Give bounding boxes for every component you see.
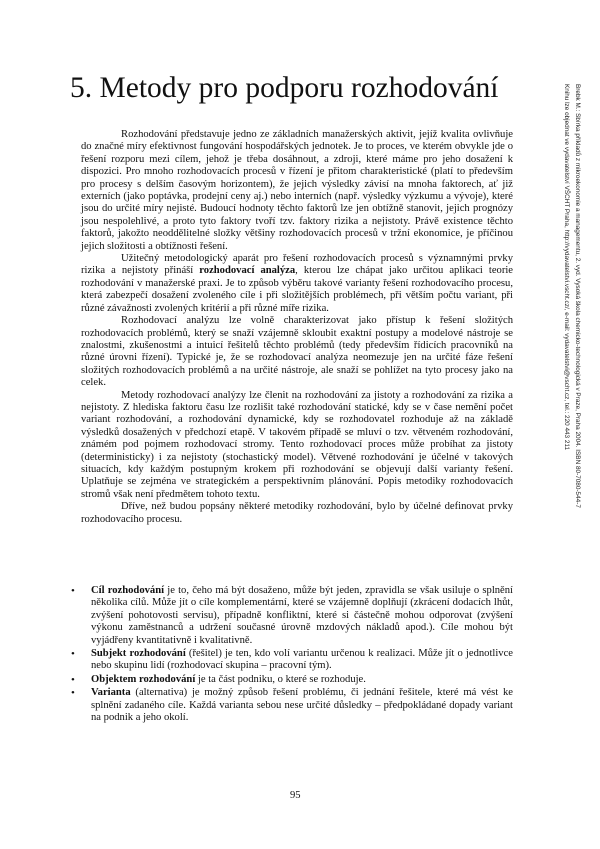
- definition-term: Varianta: [91, 687, 131, 699]
- definition-term: Objektem rozhodování: [91, 673, 196, 685]
- definition-term: Cíl rozhodování: [91, 585, 165, 596]
- definition-text: (alternativa) je možný způsob řešení problému, či jednání řešitele, které má vést ke splnění zadaného cíle. Každá varianta sebou nese určité důsledky – předpokládané dopady variant na podnik a jeho okolí.: [91, 687, 513, 724]
- citation-line-2: Knihu lze objednat ve vydavatelství VŠCHT Praha, http://vydavatelstvi.vscht.cz/, e-mail: vydavatelstvi@vscht.cz, tel.: 220 443 211: [563, 84, 570, 451]
- page-title: 5. Metody pro podporu rozhodování: [70, 72, 499, 104]
- definitions-list: [71, 585, 513, 725]
- definition-text: je to, čeho má být dosaženo, může být jeden, zpravidla se však usiluje o splnění několika cílů. Může jít o cíle komplementární, které se vzájemně doplňují (zkrácení dodacích lhůt, zvýšení pohotovosti servisu), případně konfliktní, které si částečně mohou odporovat (zvýšení výkonu zaměstnanců a udržení současné úrovně mzdových nákladů apod.). Cíle mohou být vyjádřeny kvantitativně i kvalitativně.: [91, 585, 513, 646]
- paragraph: Metody rozhodovací analýzy lze členit na rozhodování za jistoty a rozhodování za rizika a nejistoty. Z hlediska faktoru času lze rozlišit také rozhodování statické, kdy se v čase nemění počet variant rozhodování, a rozhodování dynamické, kdy se rozhodovatel rozhoduje až na základě výsledků dosažených v předchozí etapě. V takovém případě se mluví o tzv. větveném rozhodování, známém pod pojmem rozhodovací stromy. Tento rozhodovací proces může probíhat za jistoty (deterministicky) i za nejistoty (stochastický model). Větvené rozhodování je účelné v takových situacích, kdy každým postupným krokem při rozhodování se objevují další varianty řešení. Uplatňuje se zejména ve strategickém a perspektivním plánování. Popis metodiky rozhodovacích stromů však není předmětem tohoto textu.: [81, 389, 513, 500]
- body-text: [81, 129, 513, 526]
- margin-citation: [543, 84, 583, 609]
- list-item: [71, 585, 513, 647]
- bullet-icon: •: [71, 648, 75, 661]
- paragraph: Dříve, než budou popsány některé metodiky rozhodování, bylo by účelné definovat prvky rozhodovacího procesu.: [81, 501, 513, 525]
- bullet-icon: •: [71, 585, 75, 597]
- list-item: [71, 648, 513, 673]
- paragraph: [81, 253, 513, 315]
- bold-term: rozhodovací analýza: [199, 265, 296, 277]
- definition-text: je ta část podniku, o které se rozhoduje.: [195, 673, 366, 685]
- paragraph-text: Užitečný metodologický aparát pro řešení rozhodovacích procesů s významnými prvky rizika a nejistoty přináší: [81, 253, 513, 277]
- paragraph: Rozhodovací analýzu lze volně charakterizovat jako přístup k řešení složitých rozhodovacích problémů, který se snaží vzájemně skloubit exaktní postupy a modelové nástroje se znalostmi, zkušenostmi a intuicí řešitelů těchto problémů (tedy především řídicích pracovníků na různé úrovni řízení). Typické je, že se rozhodovací analýza neomezuje jen na určité fáze řešení složitých rozhodovacích problémů a na určité nástroje, ale snaží se pohlížet na tyto procesy jako na celek.: [81, 315, 513, 389]
- citation-line-1: Brebk M.: Sbírka příkladů z mikroekonomie a managementu, 2. vyd. Vysoká škola chemicko-technologická v Praze, Praha 2004. ISBN 80-7080-544-7: [574, 84, 581, 508]
- page-number: 95: [290, 790, 301, 801]
- list-item: [71, 673, 513, 686]
- definition-text: (řešitel) je ten, kdo volí variantu určenou k realizaci. Může jít o jednotlivce nebo skupinu lidí (rozhodovací skupina – pracovní tým).: [91, 648, 513, 672]
- list-item: [71, 687, 513, 724]
- paragraph: Rozhodování představuje jedno ze základních manažerských aktivit, jejíž kvalita ovlivňuje do značné míry efektivnost fungování hospodářských jednotek. Je to proces, ve kterém obvykle jde o řešení rozporu mezi cílem, jehož je třeba dosáhnout, a zdroji, které máme pro jeho dosažení k dispozici. Pro mnoho rozhodovacích procesů v řízení je přitom charakteristické (platí to především pro procesy s delším časovým horizontem), že jejich výsledky závisí na mnoha faktorech, ať již externích (jako poptávka, prodejní ceny aj.) nebo interních (např. výsledky výzkumu a vývoje), které jsou do určité míry nejisté. Budoucí hodnoty těchto faktorů lze jen obtížně stanovit, jejich prognózy jsou nespolehlivé, a proto tyto faktory tvoří tzv. faktory rizika a nejistoty. Právě existence těchto faktorů, jakožto neoddělitelné složky většiny rozhodovacích procesů v tržní ekonomice, je příčinou jejich složitosti a obtížnosti řešení.: [81, 129, 513, 252]
- paragraph-text: , kterou lze chápat jako určitou aplikaci teorie rozhodování v manažerské praxi. Je to způsob výběru takové varianty řešení rozhodovacího procesu, která zabezpečí dosažení zvoleného cíle i při složitějších problémech, při větším počtu variant, při různé závažnosti zvolených kritérií a při různé míře rizika.: [81, 265, 514, 314]
- definition-term: Subjekt rozhodování: [91, 648, 186, 660]
- bullet-icon: •: [71, 673, 75, 686]
- bullet-icon: •: [71, 687, 75, 700]
